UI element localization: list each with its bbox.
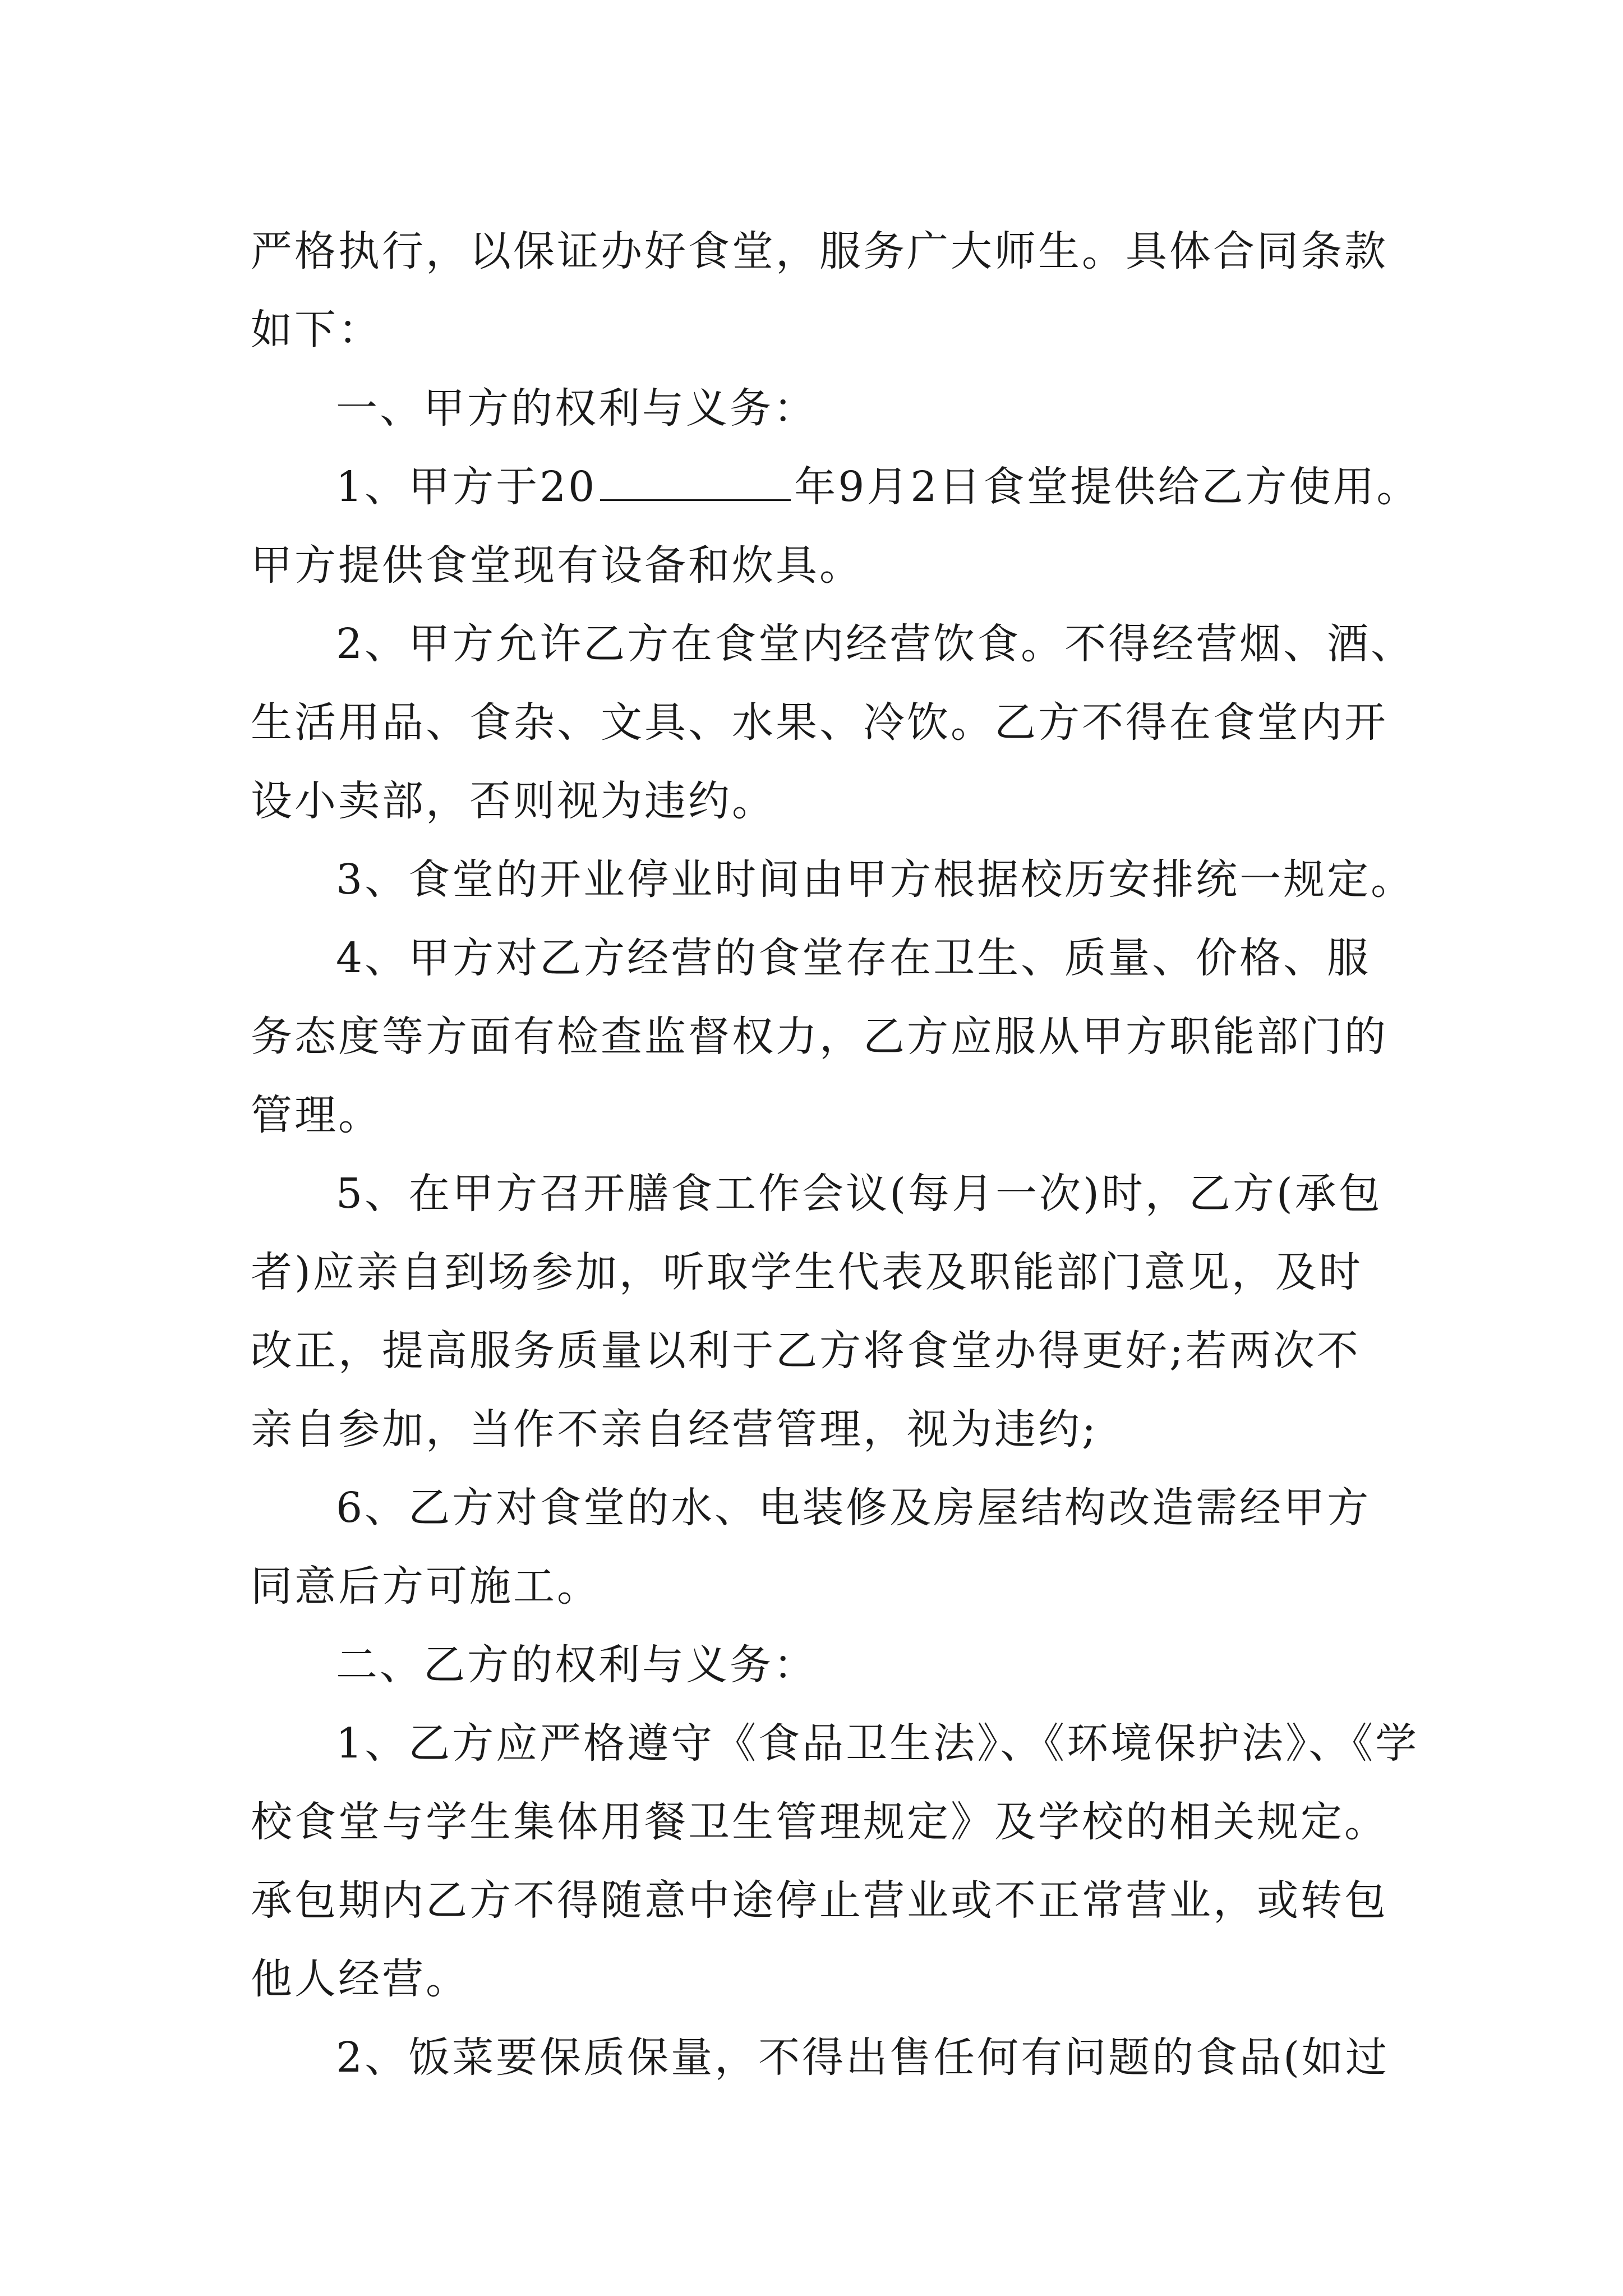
text-line: 4、甲方对乙方经营的食堂存在卫生、质量、价格、服 (336, 934, 1371, 982)
text-line: 2、饭菜要保质保量，不得出售任何有问题的食品(如过 (336, 2033, 1389, 2082)
text-line: 生活用品、食杂、文具、水果、冷饮。乙方不得在食堂内开 (251, 698, 1388, 747)
text-line: 严格执行，以保证办好食堂，服务广大师生。具体合同条款 (251, 227, 1388, 275)
text-line: 1、乙方应严格遵守《食品卫生法》、《环境保护法》、《学 (336, 1719, 1419, 1768)
text-line: 同意后方可施工。 (251, 1562, 601, 1611)
text-line: 6、乙方对食堂的水、电装修及房屋结构改造需经甲方 (336, 1484, 1371, 1532)
text-line: 甲方提供食堂现有设备和炊具。 (251, 541, 863, 590)
text-line: 校食堂与学生集体用餐卫生管理规定》及学校的相关规定。 (251, 1798, 1388, 1846)
text-line: 管理。 (251, 1091, 382, 1139)
section-heading: 二、乙方的权利与义务： (336, 1641, 817, 1689)
text-line: 他人经营。 (251, 1955, 469, 2003)
text-line: 亲自参加，当作不亲自经营管理，视为违约; (251, 1405, 1098, 1453)
text-fragment: 1、甲方于20 (336, 463, 597, 511)
document-body (251, 212, 1421, 2097)
text-line: 2、甲方允许乙方在食堂内经营饮食。不得经营烟、酒、 (336, 620, 1415, 668)
fill-in-blank (600, 499, 791, 501)
section-heading: 一、甲方的权利与义务： (336, 384, 817, 432)
text-line (251, 448, 1421, 526)
text-line: 务态度等方面有检查监督权力，乙方应服从甲方职能部门的 (251, 1013, 1388, 1061)
text-line: 5、在甲方召开膳食工作会议(每月一次)时，乙方(承包 (336, 1170, 1382, 1218)
text-line: 3、食堂的开业停业时间由甲方根据校历安排统一规定。 (336, 855, 1415, 904)
text-line: 设小卖部，否则视为违约。 (251, 777, 776, 825)
text-line: 者)应亲自到场参加，听取学生代表及职能部门意见，及时 (251, 1248, 1363, 1296)
text-line: 如下： (251, 306, 382, 354)
text-fragment: 年9月2日食堂提供给乙方使用。 (794, 463, 1421, 511)
text-line: 承包期内乙方不得随意中途停止营业或不正常营业，或转包 (251, 1876, 1388, 1925)
text-line: 改正，提高服务质量以利于乙方将食堂办得更好;若两次不 (251, 1327, 1361, 1375)
